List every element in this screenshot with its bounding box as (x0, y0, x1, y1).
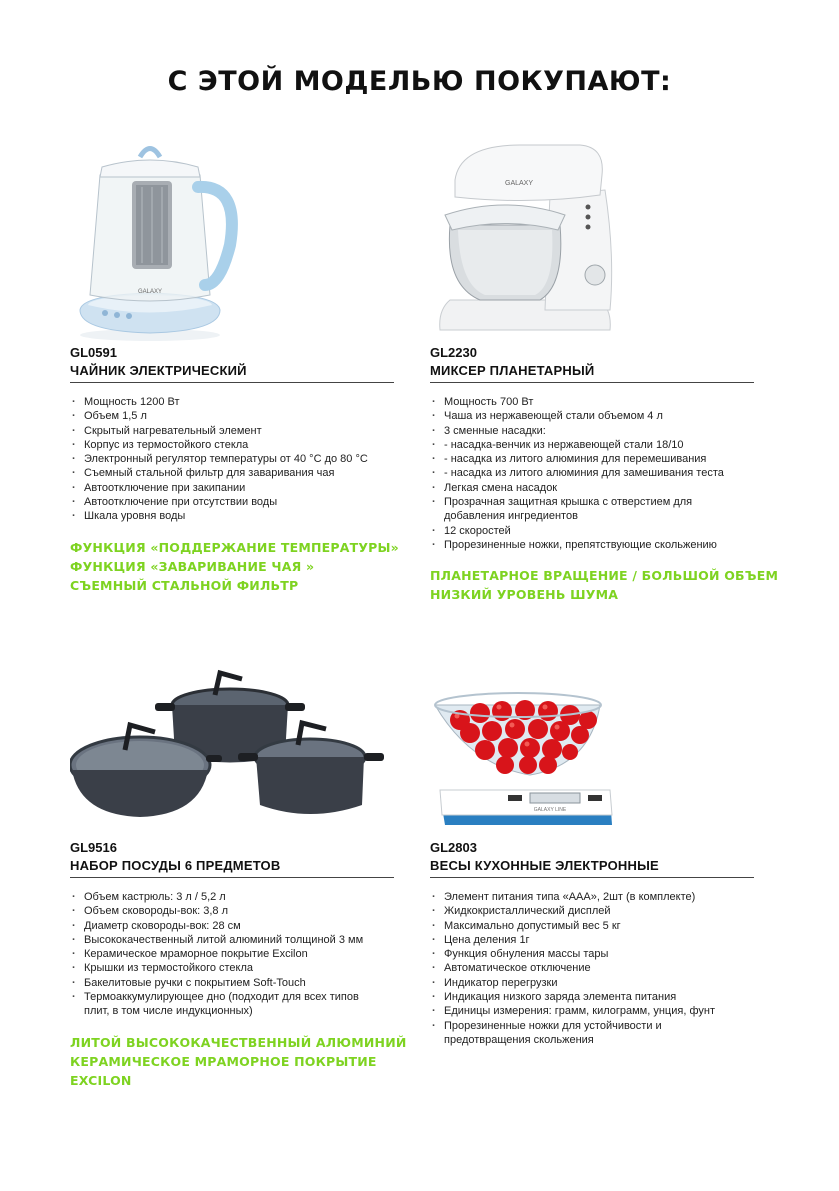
feature-item: · Элемент питания типа «AAA», 2шт (в комплекте) (430, 890, 760, 904)
product-code: GL9516 (70, 840, 117, 855)
feature-list (70, 395, 400, 524)
feature-item: · Индикация низкого заряда элемента питания (430, 990, 760, 1004)
feature-item: · Прорезиненные ножки, препятствующие скольжению (430, 538, 760, 552)
feature-item: · - насадка из литого алюминия для замешивания теста (430, 466, 760, 480)
highlight-line: EXCILON (70, 1072, 132, 1088)
product-name: ЧАЙНИК ЭЛЕКТРИЧЕСКИЙ (70, 363, 394, 383)
feature-item: · Легкая смена насадок (430, 481, 760, 495)
product-code: GL0591 (70, 345, 117, 360)
feature-item: · Керамическое мраморное покрытие Excilon (70, 947, 400, 961)
feature-item: · - насадка-венчик из нержавеющей стали 18/10 (430, 438, 760, 452)
feature-item: · Прорезиненные ножки для устойчивости и предотвращения скольжения (430, 1019, 760, 1048)
feature-item: · Чаша из нержавеющей стали объемом 4 л (430, 409, 760, 423)
highlight-line: НИЗКИЙ УРОВЕНЬ ШУМА (430, 587, 619, 603)
feature-item: · Диаметр сковороды-вок: 28 см (70, 919, 400, 933)
feature-item: · Бакелитовые ручки с покрытием Soft-Touch (70, 976, 400, 990)
feature-item: · Объем 1,5 л (70, 409, 400, 423)
feature-list (70, 890, 400, 1019)
feature-list (430, 890, 760, 1047)
feature-item: · Объем кастрюль: 3 л / 5,2 л (70, 890, 400, 904)
highlights (70, 538, 430, 595)
feature-item: · Цена деления 1г (430, 933, 760, 947)
feature-item: · Электронный регулятор температуры от 40 °С до 80 °С (70, 452, 400, 466)
page-title: С ЭТОЙ МОДЕЛЬЮ ПОКУПАЮТ: (167, 66, 672, 97)
feature-item: · 3 сменные насадки: (430, 424, 760, 438)
feature-item: · Корпус из термостойкого стекла (70, 438, 400, 452)
feature-item: · Объем сковороды-вок: 3,8 л (70, 904, 400, 918)
highlight-line: КЕРАМИЧЕСКОЕ МРАМОРНОЕ ПОКРЫТИЕ (70, 1053, 377, 1069)
feature-item: · Мощность 1200 Вт (70, 395, 400, 409)
feature-item: · Индикатор перегрузки (430, 976, 760, 990)
product-card-kettle (70, 135, 430, 595)
highlight-line: СЪЕМНЫЙ СТАЛЬНОЙ ФИЛЬТР (70, 577, 299, 593)
mixer-image (430, 135, 770, 345)
feature-item: · - насадка из литого алюминия для перемешивания (430, 452, 760, 466)
scale-image (430, 665, 770, 840)
feature-item: · Высококачественный литой алюминий толщиной 3 мм (70, 933, 400, 947)
kettle-brand-label: GALAXY (137, 289, 163, 295)
scale-brand-label: GALAXY LINE (533, 807, 567, 813)
product-card-scale (430, 665, 790, 1047)
highlight-line: ЛИТОЙ ВЫСОКОКАЧЕСТВЕННЫЙ АЛЮМИНИЙ (70, 1034, 407, 1050)
feature-item: · Мощность 700 Вт (430, 395, 760, 409)
product-name: ВЕСЫ КУХОННЫЕ ЭЛЕКТРОННЫЕ (430, 858, 754, 878)
highlight-line: ФУНКЦИЯ «ПОДДЕРЖАНИЕ ТЕМПЕРАТУРЫ» (70, 539, 399, 555)
product-name: МИКСЕР ПЛАНЕТАРНЫЙ (430, 363, 754, 383)
kettle-image (70, 135, 410, 345)
feature-item: · Автоотключение при закипании (70, 481, 400, 495)
highlight-line: ФУНКЦИЯ «ЗАВАРИВАНИЕ ЧАЯ » (70, 558, 315, 574)
feature-item: · Жидкокристаллический дисплей (430, 904, 760, 918)
feature-item: · Максимально допустимый вес 5 кг (430, 919, 760, 933)
product-code: GL2803 (430, 840, 477, 855)
feature-item: · 12 скоростей (430, 524, 760, 538)
feature-item: · Автоматическое отключение (430, 961, 760, 975)
cookware-image (70, 665, 410, 840)
product-name: НАБОР ПОСУДЫ 6 ПРЕДМЕТОВ (70, 858, 394, 878)
feature-item: · Функция обнуления массы тары (430, 947, 760, 961)
feature-item: · Прозрачная защитная крышка с отверстием для добавления ингредиентов (430, 495, 760, 524)
feature-item: · Съемный стальной фильтр для заваривания чая (70, 466, 400, 480)
product-card-cookware (70, 665, 430, 1090)
highlights (430, 566, 790, 604)
feature-item: · Крышки из термостойкого стекла (70, 961, 400, 975)
feature-item: · Шкала уровня воды (70, 509, 400, 523)
feature-item: · Термоаккумулирующее дно (подходит для всех типов плит, в том числе индукционных) (70, 990, 400, 1019)
highlight-line: ПЛАНЕТАРНОЕ ВРАЩЕНИЕ / БОЛЬШОЙ ОБЪЕМ (430, 568, 779, 584)
product-card-mixer (430, 135, 790, 604)
product-code: GL2230 (430, 345, 477, 360)
feature-item: · Скрытый нагревательный элемент (70, 424, 400, 438)
feature-item: · Единицы измерения: грамм, килограмм, унция, фунт (430, 1004, 760, 1018)
feature-item: · Автоотключение при отсутствии воды (70, 495, 400, 509)
mixer-brand-label: GALAXY (505, 180, 534, 187)
feature-list (430, 395, 760, 552)
highlights (70, 1033, 430, 1090)
